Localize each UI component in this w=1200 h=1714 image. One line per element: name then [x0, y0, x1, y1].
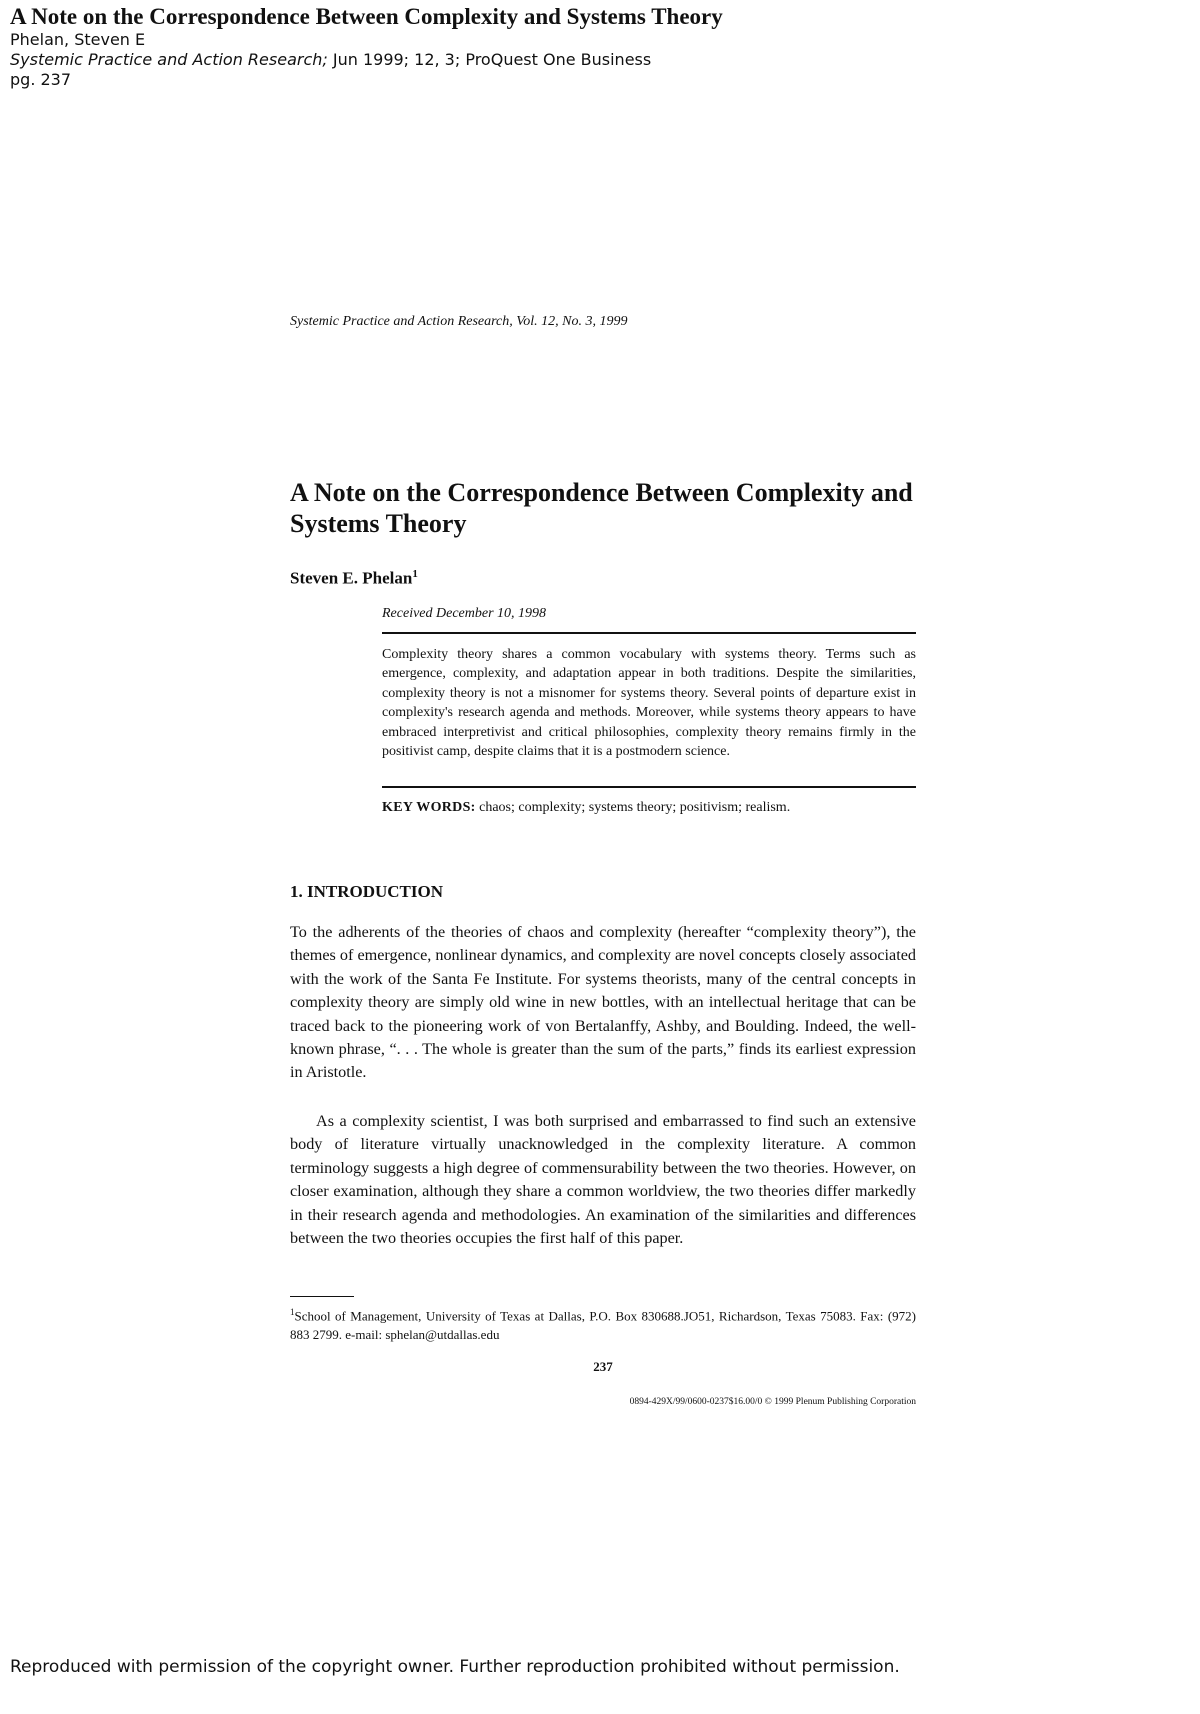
keywords: [382, 800, 916, 816]
cover-title: A Note on the Correspondence Between Complexity and Systems Theory: [10, 4, 723, 29]
cover-source-journal: Systemic Practice and Action Research;: [10, 50, 328, 69]
page-number: 237: [593, 1359, 613, 1374]
cover-source: [10, 50, 1110, 70]
author-footnote-mark: 1: [412, 568, 418, 580]
article-author: [290, 568, 418, 589]
proquest-citation-header: [10, 4, 1110, 90]
abstract-bottom-rule: [382, 786, 916, 788]
received-date: Received December 10, 1998: [382, 606, 547, 621]
reproduction-notice: Reproduced with permission of the copyright owner. Further reproduction prohibited without permission.: [10, 1657, 900, 1677]
cover-source-details: Jun 1999; 12, 3; ProQuest One Business: [327, 50, 652, 69]
keywords-list: chaos; complexity; systems theory; positivism; realism.: [475, 800, 791, 815]
publisher-copyright-line: 0894-429X/99/0600-0237$16.00/0 © 1999 Plenum Publishing Corporation: [629, 1397, 916, 1407]
article-title: A Note on the Correspondence Between Complexity and Systems Theory: [290, 478, 913, 538]
section-heading-introduction: 1. INTRODUCTION: [290, 882, 444, 901]
body-paragraph: As a complexity scientist, I was both surprised and embarrassed to find such an extensive body of literature virtually unacknowledged in the complexity literature. A common terminology suggests a high degree of commensurability between the two theories. However, on closer examination, although they share a common worldview, the two theories differ markedly in their research agenda and methodologies. An examination of the similarities and differences between the two theories occupies the first half of this paper.: [290, 1112, 916, 1248]
footnote: [290, 1303, 916, 1344]
footnote-text: School of Management, University of Texas at Dallas, P.O. Box 830688.JO51, Richardson, Texas 75083. Fax: (972) 883 2799. e-mail: sphelan@utdallas.edu: [290, 1308, 916, 1343]
cover-author: Phelan, Steven E: [10, 30, 146, 49]
keywords-label: KEY WORDS:: [382, 800, 476, 815]
cover-page: pg. 237: [10, 70, 72, 89]
body-paragraph: To the adherents of the theories of chaos and complexity (hereafter “complexity theory”), the themes of emergence, nonlinear dynamics, and complexity are novel concepts closely associated with the work of the Santa Fe Institute. For systems theorists, many of the central concepts in complexity theory are simply old wine in new bottles, with an intellectual heritage that can be traced back to the pioneering work of von Bertalanffy, Ashby, and Boulding. Indeed, the well-known phrase, “. . . The whole is greater than the sum of the parts,” finds its earliest expression in Aristotle.: [290, 923, 916, 1082]
journal-running-head: Systemic Practice and Action Research, Vol. 12, No. 3, 1999: [290, 314, 628, 329]
footnote-mark: 1: [290, 1307, 295, 1317]
abstract: Complexity theory shares a common vocabulary with systems theory. Terms such as emergence, complexity, and adaptation appear in both traditions. Despite the similarities, complexity theory is not a misnomer for systems theory. Several points of departure exist in complexity's research agenda and methods. Moreover, while systems theory appears to have embraced interpretivist and critical philosophies, complexity theory remains firmly in the positivist camp, despite claims that it is a postmodern science.: [382, 647, 916, 760]
footnote-rule: [290, 1296, 354, 1297]
abstract-top-rule: [382, 632, 916, 634]
author-name: Steven E. Phelan: [290, 568, 413, 588]
